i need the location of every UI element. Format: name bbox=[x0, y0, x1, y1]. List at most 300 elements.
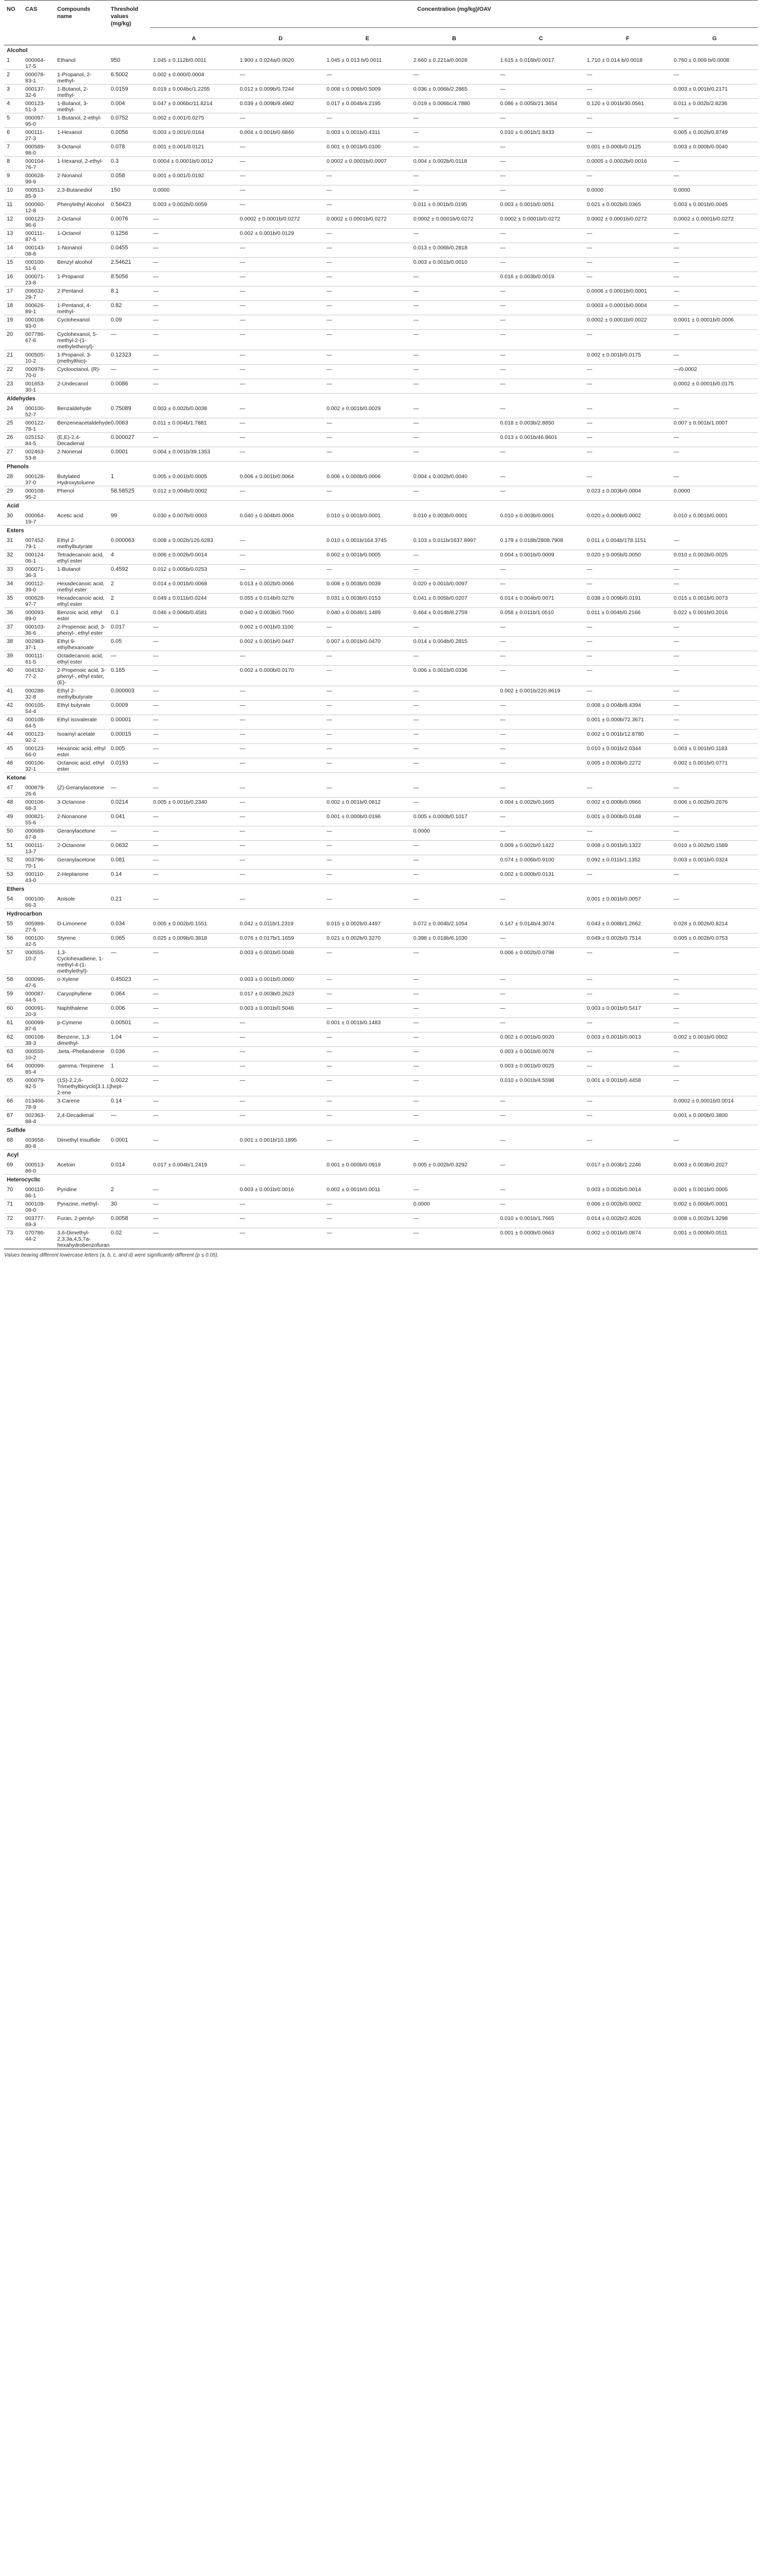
cell-no: 52 bbox=[4, 855, 23, 869]
cell-value-group-c: — bbox=[498, 228, 584, 243]
cell-threshold: 0.000003 bbox=[108, 686, 150, 700]
cell-threshold: 0.0214 bbox=[108, 797, 150, 811]
cell-value-group-f: — bbox=[584, 947, 671, 974]
cell-compound-name: Phenylethyl Alcohol bbox=[55, 199, 108, 214]
table-row bbox=[4, 869, 758, 884]
cell-compound-name: Benzeneacetaldehyde bbox=[55, 418, 108, 432]
cell-value-group-e: — bbox=[324, 286, 411, 300]
cell-value-group-d: — bbox=[237, 1032, 324, 1046]
cell-value-group-b: — bbox=[411, 1228, 497, 1248]
cell-threshold: 0.078 bbox=[108, 142, 150, 156]
cell-compound-name: Octadecanoic acid, ethyl ester bbox=[55, 651, 108, 665]
cell-compound-name: 1-Pentanol, 4-methyl- bbox=[55, 300, 108, 315]
cell-value-group-f: — bbox=[584, 665, 671, 686]
cell-value-group-e: — bbox=[324, 826, 411, 840]
cell-value-group-a: — bbox=[150, 286, 237, 300]
cell-value-group-e: 0.017 ± 0.004b/4.2195 bbox=[324, 98, 411, 113]
table-row bbox=[4, 758, 758, 772]
cell-compound-name: Naphthalene bbox=[55, 1003, 108, 1018]
cell-cas: 000626-89-1 bbox=[23, 300, 55, 315]
cell-value-group-c: — bbox=[498, 811, 584, 826]
cell-value-group-a: 0.005 ± 0.001b/0.0005 bbox=[150, 472, 237, 486]
cell-cas: 002363-88-4 bbox=[23, 1110, 55, 1125]
cell-cas: 000103-36-6 bbox=[23, 622, 55, 636]
cell-compound-name: Hexadecanoic acid, methyl ester bbox=[55, 579, 108, 593]
cell-compound-name: 2-Nonanol bbox=[55, 171, 108, 185]
cell-compound-name: o-Xylene bbox=[55, 974, 108, 989]
table-row bbox=[4, 1096, 758, 1110]
cell-value-group-f: — bbox=[584, 564, 671, 579]
cell-value-group-e: 0.002 ± 0.001b/0.0029 bbox=[324, 404, 411, 418]
cell-value-group-f: — bbox=[584, 364, 671, 379]
cell-value-group-b: — bbox=[411, 758, 497, 772]
cell-value-group-e: — bbox=[324, 1046, 411, 1061]
cell-value-group-d: — bbox=[237, 1199, 324, 1213]
cell-value-group-a: — bbox=[150, 651, 237, 665]
cell-threshold: 0.058 bbox=[108, 171, 150, 185]
cell-no: 7 bbox=[4, 142, 23, 156]
cell-value-group-c: — bbox=[498, 933, 584, 947]
cell-value-group-c: 1.615 ± 0.016b/0.0017 bbox=[498, 56, 584, 70]
cell-threshold: 0.82 bbox=[108, 300, 150, 315]
cell-compound-name: Hexadecanoic acid, ethyl ester bbox=[55, 593, 108, 607]
cell-value-group-f: — bbox=[584, 418, 671, 432]
cell-value-group-b: — bbox=[411, 272, 497, 286]
cell-value-group-a: 0.005 ± 0.002b/0.1551 bbox=[150, 919, 237, 934]
cell-value-group-c: — bbox=[498, 729, 584, 743]
cell-value-group-d: — bbox=[237, 651, 324, 665]
cell-value-group-c: — bbox=[498, 286, 584, 300]
cell-compound-name: (E,E)-2,4-Decadienal bbox=[55, 432, 108, 447]
cell-value-group-g: 0.022 ± 0.001b/0.2016 bbox=[671, 607, 758, 622]
table-row bbox=[4, 70, 758, 84]
cell-value-group-a: — bbox=[150, 700, 237, 715]
cell-cas: 000100-42-5 bbox=[23, 933, 55, 947]
table-row bbox=[4, 1213, 758, 1228]
cell-value-group-d: — bbox=[237, 797, 324, 811]
cell-compound-name: Benzene, 1,3-dimethyl- bbox=[55, 1032, 108, 1046]
cell-value-group-a: 0.014 ± 0.001b/0.0068 bbox=[150, 579, 237, 593]
cell-value-group-a: — bbox=[150, 840, 237, 855]
table-row bbox=[4, 1032, 758, 1046]
cell-value-group-b: — bbox=[411, 550, 497, 564]
cell-value-group-d: — bbox=[237, 840, 324, 855]
cell-value-group-e: — bbox=[324, 171, 411, 185]
cell-value-group-c: — bbox=[498, 84, 584, 98]
cell-value-group-f: — bbox=[584, 1061, 671, 1075]
cell-value-group-e: 0.008 ± 0.006b/0.5009 bbox=[324, 84, 411, 98]
cell-value-group-a: — bbox=[150, 783, 237, 798]
cell-value-group-b: — bbox=[411, 185, 497, 199]
cell-cas: 000079-92-5 bbox=[23, 1075, 55, 1096]
cell-value-group-a: — bbox=[150, 315, 237, 329]
cell-value-group-e: — bbox=[324, 185, 411, 199]
cell-value-group-a: — bbox=[150, 686, 237, 700]
cell-cas: 000123-92-2 bbox=[23, 729, 55, 743]
cell-value-group-e: — bbox=[324, 686, 411, 700]
cell-value-group-b: 0.041 ± 0.005b/0.0207 bbox=[411, 593, 497, 607]
cell-value-group-g: 0.028 ± 0.002b/0.8214 bbox=[671, 919, 758, 934]
cell-value-group-f: 0.0006 ± 0.0001b/0.0001 bbox=[584, 286, 671, 300]
cell-no: 60 bbox=[4, 1003, 23, 1018]
cell-compound-name: 1-Propanol bbox=[55, 272, 108, 286]
cell-value-group-c: 0.010 ± 0.001b/1.8433 bbox=[498, 127, 584, 142]
table-header bbox=[4, 1, 758, 45]
cell-value-group-e: — bbox=[324, 379, 411, 393]
cell-value-group-a: — bbox=[150, 1136, 237, 1150]
cell-value-group-b: 0.011 ± 0.001b/0.0195 bbox=[411, 199, 497, 214]
cell-no: 13 bbox=[4, 228, 23, 243]
cell-cas: 000978-70-0 bbox=[23, 364, 55, 379]
table-row bbox=[4, 700, 758, 715]
cell-no: 22 bbox=[4, 364, 23, 379]
cell-value-group-b: — bbox=[411, 379, 497, 393]
cell-threshold: — bbox=[108, 364, 150, 379]
cell-value-group-f: 0.043 ± 0.008b/1.2662 bbox=[584, 919, 671, 934]
cell-value-group-g: — bbox=[671, 811, 758, 826]
category-row bbox=[4, 525, 758, 536]
cell-value-group-d: — bbox=[237, 243, 324, 257]
cell-cas: 000108-93-0 bbox=[23, 315, 55, 329]
cell-value-group-e: — bbox=[324, 1136, 411, 1150]
cell-value-group-d: — bbox=[237, 257, 324, 272]
cell-no: 65 bbox=[4, 1075, 23, 1096]
cell-value-group-b: — bbox=[411, 329, 497, 350]
cell-threshold: — bbox=[108, 651, 150, 665]
table-row bbox=[4, 919, 758, 934]
cell-no: 35 bbox=[4, 593, 23, 607]
cell-value-group-b: 0.398 ± 0.018b/6.1030 bbox=[411, 933, 497, 947]
cell-value-group-b: — bbox=[411, 947, 497, 974]
cell-cas: 000108-38-3 bbox=[23, 1032, 55, 1046]
cell-cas: 000137-32-6 bbox=[23, 84, 55, 98]
cell-threshold: 0.05 bbox=[108, 636, 150, 651]
cell-value-group-a: — bbox=[150, 855, 237, 869]
cell-value-group-c: — bbox=[498, 185, 584, 199]
cell-cas: 003796-70-1 bbox=[23, 855, 55, 869]
cell-value-group-b: — bbox=[411, 418, 497, 432]
cell-threshold: 1 bbox=[108, 1061, 150, 1075]
cell-value-group-c: — bbox=[498, 665, 584, 686]
table-row bbox=[4, 486, 758, 500]
cell-compound-name: Ethyl 2-methylbutyrate bbox=[55, 536, 108, 550]
cell-value-group-g: 0.010 ± 0.002b/0.1589 bbox=[671, 840, 758, 855]
cell-value-group-d: — bbox=[237, 869, 324, 884]
cell-value-group-g: 0.003 ± 0.000b/0.0040 bbox=[671, 142, 758, 156]
cell-cas: 000099-87-6 bbox=[23, 1018, 55, 1032]
cell-cas: 007786-67-6 bbox=[23, 329, 55, 350]
category-label: Phenols bbox=[7, 463, 29, 470]
table-row bbox=[4, 974, 758, 989]
cell-threshold: 0.006 bbox=[108, 1003, 150, 1018]
cell-value-group-g: — bbox=[671, 715, 758, 729]
cell-value-group-e: 0.002 ± 0.001b/0.0005 bbox=[324, 550, 411, 564]
table-row bbox=[4, 1228, 758, 1248]
cell-no: 59 bbox=[4, 989, 23, 1003]
cell-value-group-f: — bbox=[584, 869, 671, 884]
cell-value-group-d: — bbox=[237, 404, 324, 418]
cell-value-group-e: — bbox=[324, 113, 411, 127]
table-row bbox=[4, 715, 758, 729]
cell-no: 45 bbox=[4, 743, 23, 758]
cell-value-group-c: 0.016 ± 0.003b/0.0019 bbox=[498, 272, 584, 286]
table-row bbox=[4, 447, 758, 461]
cell-value-group-d: — bbox=[237, 1110, 324, 1125]
table-row bbox=[4, 894, 758, 909]
cell-compound-name: Geranylacetone bbox=[55, 855, 108, 869]
cell-value-group-c: — bbox=[498, 315, 584, 329]
table-row bbox=[4, 1160, 758, 1175]
table-row bbox=[4, 593, 758, 607]
cell-value-group-b: — bbox=[411, 113, 497, 127]
cell-cas: 000879-26-6 bbox=[23, 783, 55, 798]
cell-cas: 000628-97-7 bbox=[23, 593, 55, 607]
cell-compound-name: 1-Hexanol bbox=[55, 127, 108, 142]
cell-cas: 000100-51-6 bbox=[23, 257, 55, 272]
cell-value-group-a: — bbox=[150, 300, 237, 315]
cell-value-group-a: — bbox=[150, 974, 237, 989]
cell-value-group-f: — bbox=[584, 579, 671, 593]
cell-value-group-c: — bbox=[498, 989, 584, 1003]
table-row bbox=[4, 329, 758, 350]
cell-compound-name: .gamma.-Terpinene bbox=[55, 1061, 108, 1075]
cell-value-group-e: 0.007 ± 0.001b/0.0470 bbox=[324, 636, 411, 651]
cell-value-group-c: — bbox=[498, 300, 584, 315]
category-row bbox=[4, 461, 758, 472]
table-row bbox=[4, 1046, 758, 1061]
cell-value-group-f: 0.011 ± 0.004b/0.2166 bbox=[584, 607, 671, 622]
cell-no: 49 bbox=[4, 811, 23, 826]
cell-no: 1 bbox=[4, 56, 23, 70]
category-row bbox=[4, 500, 758, 511]
table-row bbox=[4, 729, 758, 743]
cell-value-group-d: — bbox=[237, 199, 324, 214]
cell-value-group-g: 0.003 ± 0.001b/0.0324 bbox=[671, 855, 758, 869]
cell-threshold: 0.0063 bbox=[108, 418, 150, 432]
cell-value-group-e: — bbox=[324, 1032, 411, 1046]
header-concentration: Concentration (mg/kg)/OAV bbox=[150, 1, 758, 28]
cell-value-group-f: — bbox=[584, 1096, 671, 1110]
cell-value-group-e: 0.021 ± 0.002b/0.3270 bbox=[324, 933, 411, 947]
table-row bbox=[4, 826, 758, 840]
cell-threshold: 4 bbox=[108, 550, 150, 564]
cell-value-group-f: — bbox=[584, 1110, 671, 1125]
cell-value-group-c: 0.010 ± 0.003b/0.0001 bbox=[498, 511, 584, 526]
cell-value-group-g: — bbox=[671, 536, 758, 550]
cell-value-group-e: — bbox=[324, 989, 411, 1003]
cell-value-group-g: 0.003 ± 0.001b/0.2171 bbox=[671, 84, 758, 98]
cell-value-group-d: — bbox=[237, 743, 324, 758]
cell-value-group-f: 0.008 ± 0.001b/0.1322 bbox=[584, 840, 671, 855]
cell-value-group-g: — bbox=[671, 700, 758, 715]
cell-value-group-b: — bbox=[411, 797, 497, 811]
cell-threshold: 0.0009 bbox=[108, 700, 150, 715]
cell-value-group-g: 0.007 ± 0.001b/1.0007 bbox=[671, 418, 758, 432]
cell-value-group-g: — bbox=[671, 686, 758, 700]
cell-compound-name: (Z)-Geranylacetone bbox=[55, 783, 108, 798]
cell-compound-name: 2-Propenoic acid, 3-phenyl-, ethyl ester bbox=[55, 622, 108, 636]
cell-threshold: 58.58525 bbox=[108, 486, 150, 500]
cell-value-group-a: — bbox=[150, 329, 237, 350]
table-row bbox=[4, 315, 758, 329]
cell-value-group-b: 0.0002 ± 0.0001b/0.0272 bbox=[411, 214, 497, 228]
cell-value-group-g: 0.008 ± 0.002b/1.3298 bbox=[671, 1213, 758, 1228]
cell-compound-name: Benzaldehyde bbox=[55, 404, 108, 418]
cell-value-group-b: — bbox=[411, 1061, 497, 1075]
cell-value-group-f: 0.002 ± 0.000b/0.0966 bbox=[584, 797, 671, 811]
cell-cas: 000105-54-4 bbox=[23, 700, 55, 715]
cell-threshold: — bbox=[108, 947, 150, 974]
cell-value-group-e: — bbox=[324, 364, 411, 379]
cell-value-group-c: 0.006 ± 0.002b/0.0798 bbox=[498, 947, 584, 974]
cell-value-group-f: — bbox=[584, 243, 671, 257]
cell-threshold: 0.041 bbox=[108, 811, 150, 826]
cell-threshold: 0.000063 bbox=[108, 536, 150, 550]
cell-compound-name: 1-Propanol, 2-methyl- bbox=[55, 70, 108, 84]
cell-value-group-f: — bbox=[584, 70, 671, 84]
cell-threshold: 0.000027 bbox=[108, 432, 150, 447]
table-row bbox=[4, 855, 758, 869]
cell-value-group-a: — bbox=[150, 622, 237, 636]
cell-value-group-c: 0.058 ± 0.011b/1.0510 bbox=[498, 607, 584, 622]
cell-value-group-a: — bbox=[150, 1032, 237, 1046]
cell-value-group-b: 0.464 ± 0.014b/8.2759 bbox=[411, 607, 497, 622]
cell-value-group-e: — bbox=[324, 665, 411, 686]
cell-threshold: 0.0056 bbox=[108, 127, 150, 142]
cell-value-group-d: — bbox=[237, 432, 324, 447]
cell-cas: 000124-06-1 bbox=[23, 550, 55, 564]
cell-threshold: 0.00501 bbox=[108, 1018, 150, 1032]
cell-value-group-a: 0.030 ± 0.007b/0.0003 bbox=[150, 511, 237, 526]
header-group-g: G bbox=[712, 35, 717, 42]
cell-value-group-f: — bbox=[584, 113, 671, 127]
cell-value-group-d: — bbox=[237, 113, 324, 127]
cell-value-group-c: — bbox=[498, 715, 584, 729]
table-row bbox=[4, 1185, 758, 1199]
cell-value-group-g: 0.001 ± 0.000b/0.3800 bbox=[671, 1110, 758, 1125]
cell-value-group-a: 0.049 ± 0.011b/0.0244 bbox=[150, 593, 237, 607]
cell-value-group-c: — bbox=[498, 651, 584, 665]
table-row bbox=[4, 511, 758, 526]
cell-value-group-d: — bbox=[237, 715, 324, 729]
cell-value-group-a: 1.045 ± 0.112b/0.0011 bbox=[150, 56, 237, 70]
cell-value-group-g: 0.0002 ± 0.0001b/0.0272 bbox=[671, 214, 758, 228]
cell-value-group-g: — bbox=[671, 947, 758, 974]
cell-no: 12 bbox=[4, 214, 23, 228]
cell-cas: 000555-10-2 bbox=[23, 1046, 55, 1061]
header-group-d: D bbox=[278, 35, 283, 42]
cell-value-group-b: — bbox=[411, 622, 497, 636]
cell-value-group-e: 0.0002 ± 0.0001b/0.0272 bbox=[324, 214, 411, 228]
category-label: Esters bbox=[7, 527, 24, 534]
table-row bbox=[4, 564, 758, 579]
cell-value-group-f: 0.0002 ± 0.0001b/0.0022 bbox=[584, 315, 671, 329]
category-row bbox=[4, 393, 758, 404]
cell-value-group-e: — bbox=[324, 300, 411, 315]
cell-value-group-g: — bbox=[671, 636, 758, 651]
cell-compound-name: 1-Nonanol bbox=[55, 243, 108, 257]
cell-no: 30 bbox=[4, 511, 23, 526]
cell-value-group-b: — bbox=[411, 1032, 497, 1046]
cell-no: 16 bbox=[4, 272, 23, 286]
table-row bbox=[4, 199, 758, 214]
cell-threshold: 0.02 bbox=[108, 1228, 150, 1248]
cell-value-group-a: — bbox=[150, 729, 237, 743]
cell-value-group-a: — bbox=[150, 869, 237, 884]
cell-value-group-e: — bbox=[324, 974, 411, 989]
cell-cas: 000095-47-6 bbox=[23, 974, 55, 989]
cell-threshold: 0.036 bbox=[108, 1046, 150, 1061]
cell-no: 37 bbox=[4, 622, 23, 636]
cell-cas: 070786-44-2 bbox=[23, 1228, 55, 1248]
cell-value-group-g: — bbox=[671, 156, 758, 171]
cell-value-group-g: — bbox=[671, 579, 758, 593]
cell-value-group-a: — bbox=[150, 1199, 237, 1213]
cell-value-group-a: — bbox=[150, 228, 237, 243]
cell-value-group-f: — bbox=[584, 974, 671, 989]
cell-value-group-g: — bbox=[671, 272, 758, 286]
cell-value-group-e: — bbox=[324, 418, 411, 432]
cell-value-group-f: 0.002 ± 0.001b/0.0175 bbox=[584, 350, 671, 364]
cell-value-group-c: — bbox=[498, 1096, 584, 1110]
cell-value-group-a: — bbox=[150, 1213, 237, 1228]
cell-threshold: 0.00015 bbox=[108, 729, 150, 743]
table-row bbox=[4, 536, 758, 550]
cell-no: 70 bbox=[4, 1185, 23, 1199]
cell-value-group-g: — bbox=[671, 472, 758, 486]
cell-compound-name: Dimethyl trisulfide bbox=[55, 1136, 108, 1150]
cell-cas: 000108-64-5 bbox=[23, 715, 55, 729]
cell-value-group-f: 0.020 ± 0.005b/0.0050 bbox=[584, 550, 671, 564]
cell-cas: 000106-68-3 bbox=[23, 797, 55, 811]
table-row bbox=[4, 686, 758, 700]
cell-value-group-e: — bbox=[324, 729, 411, 743]
cell-value-group-d: — bbox=[237, 783, 324, 798]
cell-no: 33 bbox=[4, 564, 23, 579]
cell-cas: 025152-84-5 bbox=[23, 432, 55, 447]
cell-value-group-e: — bbox=[324, 715, 411, 729]
cell-cas: 002983-37-1 bbox=[23, 636, 55, 651]
cell-value-group-d: — bbox=[237, 286, 324, 300]
cell-value-group-e: 0.031 ± 0.003b/0.0153 bbox=[324, 593, 411, 607]
cell-value-group-b: — bbox=[411, 855, 497, 869]
cell-value-group-f: — bbox=[584, 1046, 671, 1061]
cell-value-group-b: 0.014 ± 0.004b/0.2815 bbox=[411, 636, 497, 651]
category-label: Ketone bbox=[7, 774, 26, 781]
cell-value-group-b: 0.003 ± 0.001b/0.0010 bbox=[411, 257, 497, 272]
table-row bbox=[4, 243, 758, 257]
cell-cas: 000628-99-9 bbox=[23, 171, 55, 185]
cell-value-group-b: 0.103 ± 0.011b/1637.8997 bbox=[411, 536, 497, 550]
cell-value-group-f: 0.001 ± 0.000b/0.0125 bbox=[584, 142, 671, 156]
cell-value-group-g: — bbox=[671, 564, 758, 579]
cell-value-group-f: — bbox=[584, 272, 671, 286]
cell-compound-name: Acetic acid bbox=[55, 511, 108, 526]
cell-value-group-b: 0.010 ± 0.003b/0.0001 bbox=[411, 511, 497, 526]
cell-cas: 000071-36-3 bbox=[23, 564, 55, 579]
cell-threshold: 0.065 bbox=[108, 933, 150, 947]
cell-cas: 000555-10-2 bbox=[23, 947, 55, 974]
cell-cas: 000100-66-3 bbox=[23, 894, 55, 909]
cell-compound-name: Butylated Hydroxytoluene bbox=[55, 472, 108, 486]
cell-value-group-a: — bbox=[150, 214, 237, 228]
cell-cas: 006032-29-7 bbox=[23, 286, 55, 300]
cell-value-group-b: — bbox=[411, 1046, 497, 1061]
cell-value-group-e: 0.001 ± 0.000b/0.0196 bbox=[324, 811, 411, 826]
cell-value-group-d: — bbox=[237, 486, 324, 500]
cell-value-group-a: 0.006 ± 0.002b/0.0014 bbox=[150, 550, 237, 564]
cell-value-group-a: 0.025 ± 0.009b/0.3818 bbox=[150, 933, 237, 947]
